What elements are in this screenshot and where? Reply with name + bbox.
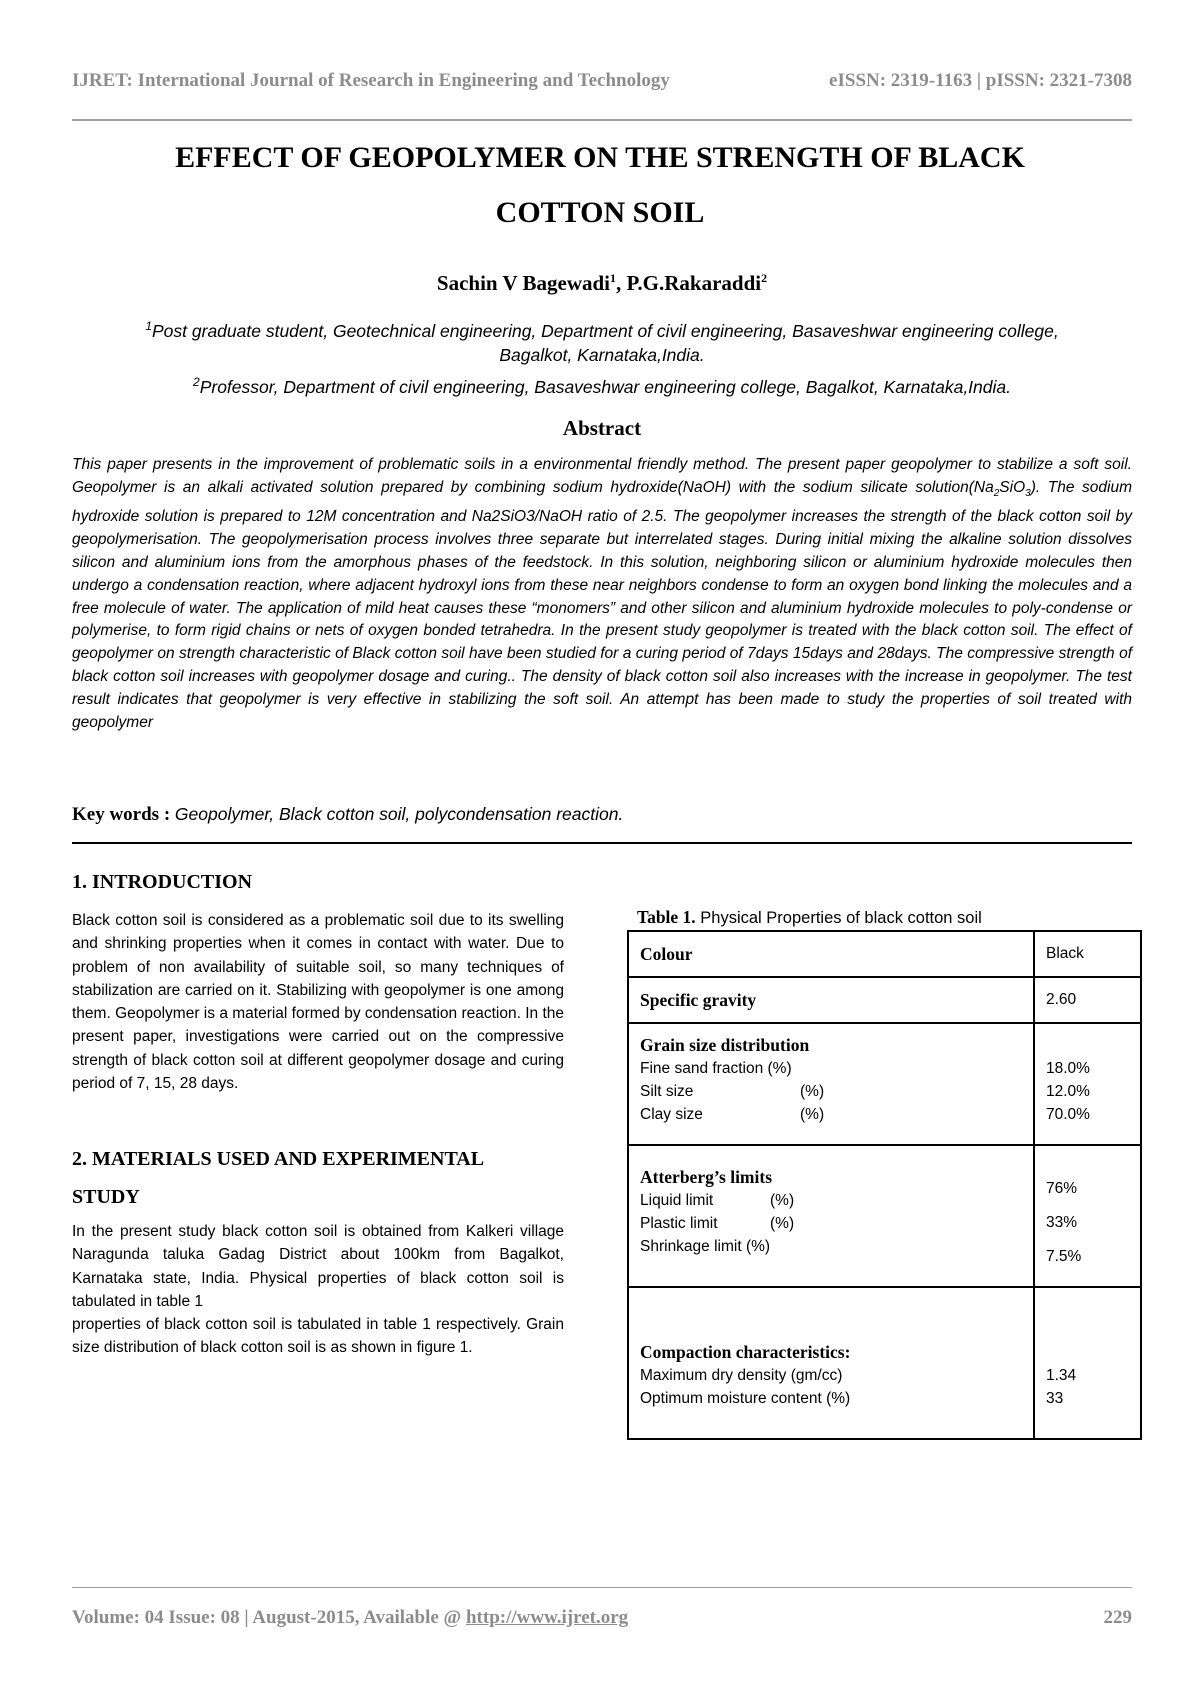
- plastic-limit-value: 33%: [1046, 1214, 1078, 1231]
- author-separator: ,: [616, 271, 627, 295]
- affiliation-1-line-2: Bagalkot, Karnataka,India.: [499, 344, 705, 365]
- atterberg-block: [640, 1166, 795, 1258]
- plastic-limit-label: Plastic limit: [640, 1215, 718, 1232]
- abstract-sub-2: 3: [1025, 488, 1031, 499]
- section-1-body: Black cotton soil is considered as a problematic soil due to its swelling and shrinking properties when it comes in contact with water. Due to problem of non availability of suitable soil, so many techniques of stabilization are carried on it. Stabilizing with geopolymer is one among them. Geopolymer is a material formed by condensation reaction. In the present paper, investigations were carried out on the compressive strength of black cotton soil at different geopolymer dosage and curing period of 7, 15, 28 days.: [72, 912, 564, 1093]
- compaction-label: Compaction characteristics:: [640, 1342, 851, 1362]
- silt-unit: (%): [800, 1083, 825, 1100]
- max-dry-density-value: 1.34: [1046, 1367, 1077, 1384]
- clay-label: Clay size: [640, 1106, 703, 1123]
- fine-sand-value: 18.0%: [1046, 1060, 1090, 1077]
- author-2: P.G.Rakaraddi: [626, 271, 762, 295]
- footer-volume-text: Volume: 04 Issue: 08 | August-2015, Available @: [72, 1607, 466, 1628]
- affiliation-1-line-1: Post graduate student, Geotechnical engineering, Department of civil engineering, Basaveshwar engineering college,: [152, 320, 1059, 341]
- grain-row-silt: [640, 1080, 825, 1103]
- section-2-paragraph-2: properties of black cotton soil is tabulated in table 1 respectively. Grain size distribution of black cotton soil is as shown in figure 1.: [72, 1316, 564, 1357]
- clay-unit: (%): [800, 1106, 825, 1123]
- table-row-grain-size: [629, 1024, 1140, 1146]
- table-caption-text: Physical Properties of black cotton soil: [695, 909, 982, 927]
- table-caption: [637, 907, 982, 928]
- section-2-heading-line-2: STUDY: [72, 1186, 140, 1208]
- silt-value: 12.0%: [1046, 1083, 1090, 1100]
- journal-link[interactable]: http://www.ijret.org: [465, 1607, 629, 1628]
- title-line-1: EFFECT OF GEOPOLYMER ON THE STRENGTH OF BLACK: [175, 141, 1025, 174]
- table-row-atterberg: [629, 1146, 1140, 1288]
- section-2-heading: [72, 1140, 564, 1216]
- abstract-body: [72, 454, 1132, 735]
- atterberg-row-plastic: [640, 1212, 795, 1235]
- keywords-rule: [72, 842, 1132, 844]
- journal-name: IJRET: International Journal of Research in Engineering and Technology: [72, 70, 670, 91]
- atterberg-values: [1046, 1177, 1081, 1268]
- atterberg-row-shrinkage: [640, 1235, 772, 1258]
- keywords-text: Geopolymer, Black cotton soil, polycondensation reaction.: [174, 804, 624, 824]
- liquid-limit-value: 76%: [1046, 1180, 1078, 1197]
- colour-value: Black: [1046, 945, 1084, 962]
- footer-rule: [72, 1587, 1132, 1588]
- table-row-colour: [629, 932, 1140, 978]
- table-row-specific-gravity: [629, 978, 1140, 1024]
- grain-size-label: Grain size distribution: [640, 1035, 810, 1055]
- running-header: [72, 70, 1132, 92]
- header-rule: [72, 119, 1132, 121]
- grain-size-values: [1046, 1057, 1090, 1126]
- affiliation-2-sup: 2: [193, 374, 200, 389]
- title-line-2: COTTON SOIL: [495, 196, 705, 229]
- affiliation-1-sup: 1: [145, 319, 152, 333]
- section-1-heading: 1. INTRODUCTION: [72, 871, 253, 893]
- fine-sand-label: Fine sand fraction (%): [640, 1060, 792, 1077]
- atterberg-label: Atterberg’s limits: [640, 1167, 773, 1187]
- table-row-compaction: [629, 1288, 1140, 1438]
- section-2-paragraph-1: In the present study black cotton soil is obtained from Kalkeri village Naragunda taluka Gadag District about 100km from Bagalkot, Karnataka state, India. Physical properties of black cotton soil is tabulated in table 1: [72, 1223, 564, 1310]
- affiliation-2-text: Professor, Department of civil engineering, Basaveshwar engineering college, Bagalkot, Karnataka,India.: [199, 376, 1011, 397]
- grain-size-block: [640, 1034, 825, 1126]
- footer-volume: [72, 1607, 628, 1629]
- clay-value: 70.0%: [1046, 1106, 1090, 1123]
- author-2-sup: 2: [761, 271, 768, 285]
- affiliation-1: [72, 314, 1132, 343]
- page-number: 229: [1103, 1607, 1132, 1628]
- grain-row-clay: [640, 1103, 825, 1126]
- affiliations: [72, 314, 1132, 399]
- compaction-block: [640, 1341, 850, 1410]
- table-caption-label: Table 1.: [637, 907, 696, 927]
- abstract-text-1: This paper presents in the improvement of problematic soils in a environmental friendly method. The present paper geopolymer to stabilize a soft soil. Geopolymer is an alkali activated solution prepared by combining sodium hydroxide(NaOH) with the sodium silicate solution(Na: [72, 456, 1132, 496]
- compaction-values: [1046, 1364, 1076, 1410]
- specific-gravity-value: 2.60: [1046, 991, 1077, 1008]
- section-2-heading-line-1: 2. MATERIALS USED AND EXPERIMENTAL: [72, 1148, 485, 1170]
- plastic-limit-unit: (%): [770, 1215, 795, 1232]
- shrinkage-limit-label: Shrinkage limit (%): [640, 1238, 771, 1255]
- optimum-moisture-label: Optimum moisture content (%): [640, 1390, 851, 1407]
- keywords: [72, 804, 1132, 826]
- authors: [72, 271, 1132, 296]
- abstract-text-3: ). The sodium hydroxide solution is prepared to 12M concentration and Na2SiO3/NaOH ratio of 2.5. The geopolymer increases the strength of the black cotton soil by geopolymerisation. The geopolymerisation process involves three separate but interrelated stages. During initial mixing the alkaline solution dissolves silicon and aluminium ions from the amorphous phases of the feedstock. In this solution, neighboring silicon or aluminium hydroxide molecules then undergo a condensation reaction, where adjacent hydroxyl ions from these near neighbors condense to form an oxygen bond linking the molecules and a free molecule of water. The application of mild heat causes these “monomers” and other silicon and aluminium hydroxide molecules to poly-condense or polymerise, to form rigid chains or nets of oxygen bonded tetrahedra. In the present study geopolymer is treated with the black cotton soil. The effect of geopolymer on strength characteristic of Black cotton soil have been studied for a curing period of 7days 15days and 28days. The compressive strength of black cotton soil increases with geopolymer dosage and curing.. The density of black cotton soil also increases with the increase in geopolymer. The test result indicates that geopolymer is very effective in stabilizing the soft soil. An attempt has been made to study the properties of soil treated with geopolymer: [72, 478, 1132, 732]
- max-dry-density-label: Maximum dry density (gm/cc): [640, 1367, 843, 1384]
- silt-label: Silt size: [640, 1083, 694, 1100]
- keywords-label: Key words :: [72, 804, 171, 825]
- abstract-heading: Abstract: [562, 416, 642, 440]
- specific-gravity-label: Specific gravity: [640, 990, 757, 1010]
- liquid-limit-unit: (%): [770, 1192, 795, 1209]
- optimum-moisture-value: 33: [1046, 1390, 1064, 1407]
- abstract-text-2: SiO: [999, 478, 1026, 496]
- paper-title: [90, 130, 1110, 240]
- colour-label: Colour: [640, 944, 693, 964]
- author-1-sup: 1: [610, 271, 616, 285]
- properties-table: [627, 930, 1142, 1440]
- grain-row-fine-sand: [640, 1057, 809, 1080]
- issn: eISSN: 2319-1163 | pISSN: 2321-7308: [829, 70, 1132, 91]
- author-1: Sachin V Bagewadi: [436, 271, 610, 295]
- affiliation-2: [72, 370, 1132, 399]
- section-2-body: [72, 1220, 564, 1360]
- abstract-sub-1: 2: [993, 488, 1000, 499]
- atterberg-row-liquid: [640, 1189, 795, 1212]
- shrinkage-limit-value: 7.5%: [1046, 1248, 1082, 1265]
- running-footer: [72, 1607, 1132, 1629]
- liquid-limit-label: Liquid limit: [640, 1192, 714, 1209]
